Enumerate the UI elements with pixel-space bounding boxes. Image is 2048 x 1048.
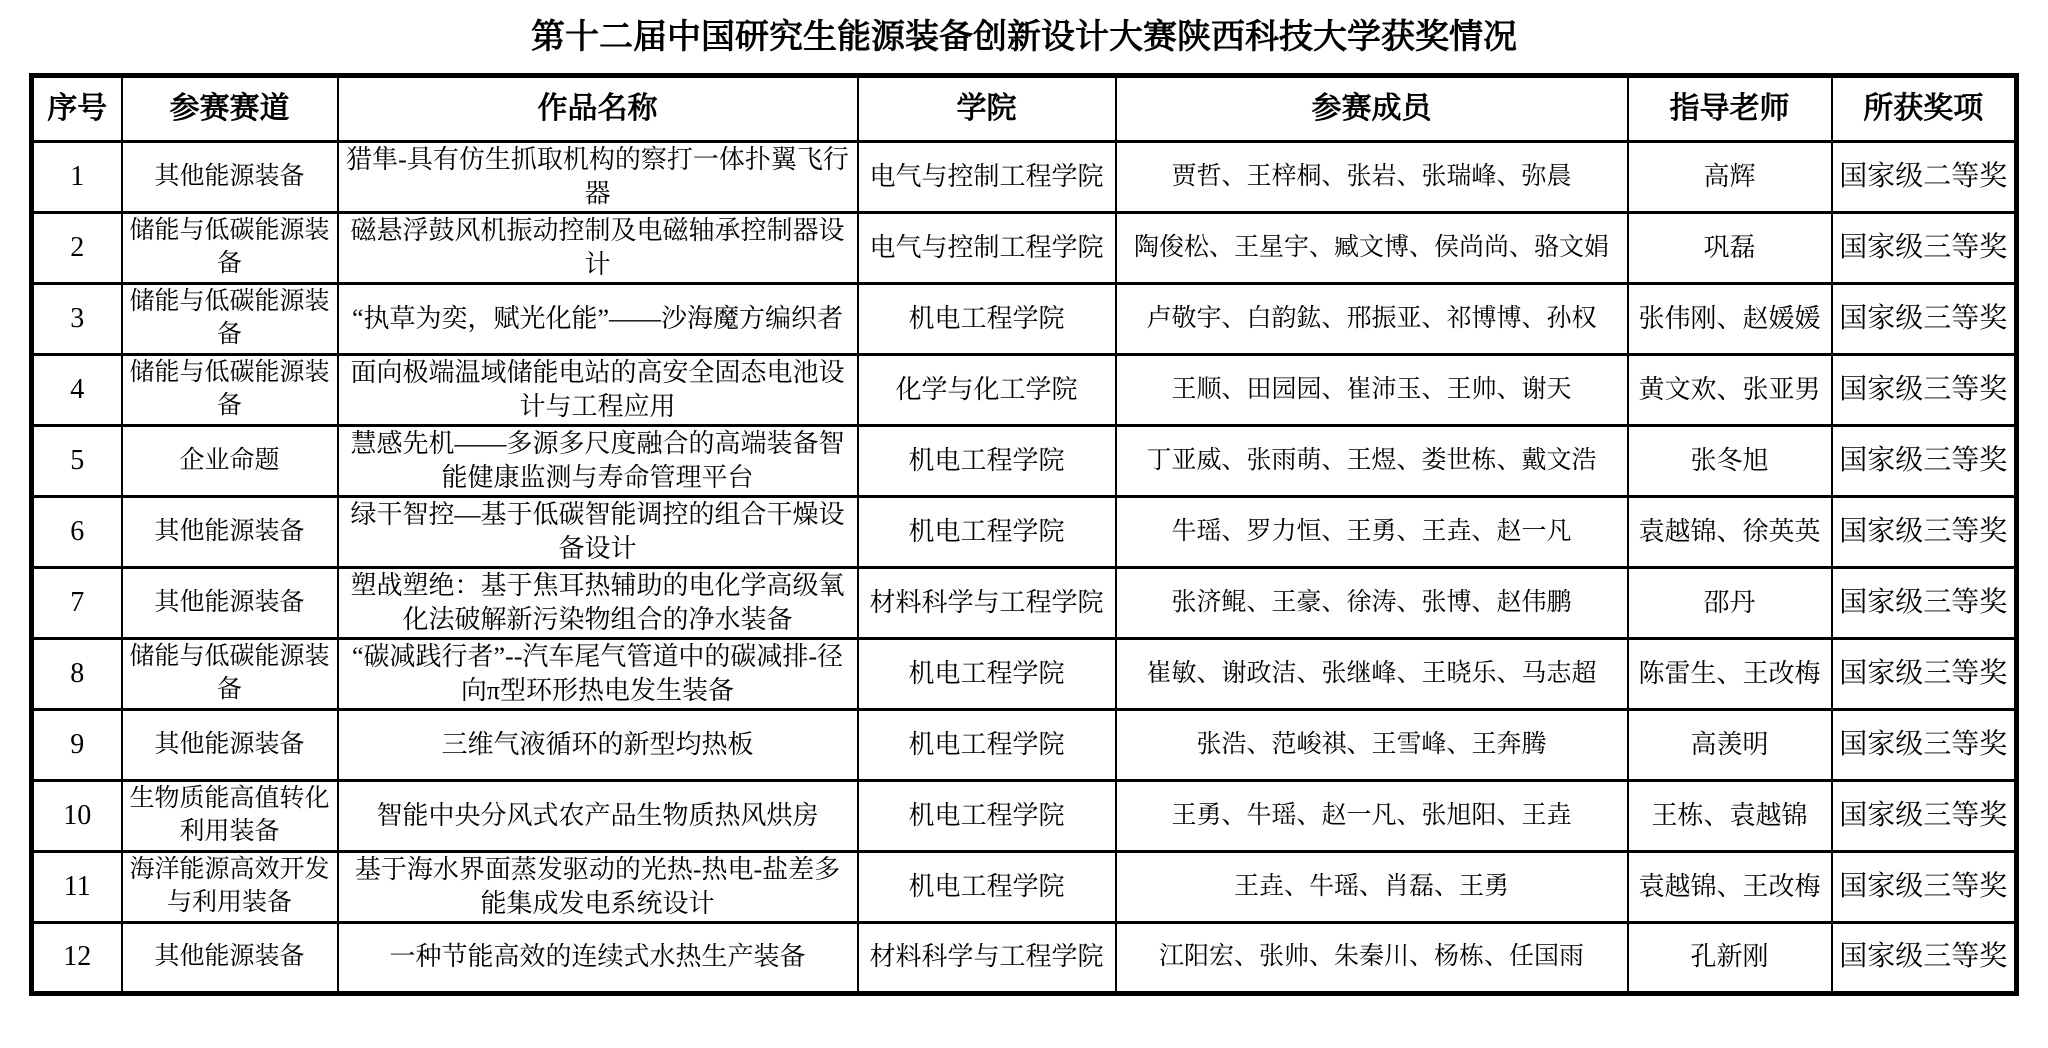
table-row <box>32 354 2017 425</box>
cell-work-title: 塑战塑绝：基于焦耳热辅助的电化学高级氧化法破解新污染物组合的净水装备 <box>338 567 858 638</box>
cell-advisors: 高羡明 <box>1628 709 1832 780</box>
table-row <box>32 567 2017 638</box>
cell-serial-number: 12 <box>32 922 122 993</box>
cell-award: 国家级三等奖 <box>1832 851 2017 922</box>
table-row <box>32 496 2017 567</box>
cell-track: 储能与低碳能源装备 <box>122 354 338 425</box>
cell-track: 其他能源装备 <box>122 496 338 567</box>
cell-members: 贾哲、王梓桐、张岩、张瑞峰、弥晨 <box>1116 141 1628 212</box>
cell-members: 张浩、范峻祺、王雪峰、王奔腾 <box>1116 709 1628 780</box>
table-row <box>32 922 2017 993</box>
cell-serial-number: 3 <box>32 283 122 354</box>
cell-college: 电气与控制工程学院 <box>858 141 1116 212</box>
cell-advisors: 袁越锦、徐英英 <box>1628 496 1832 567</box>
cell-serial-number: 6 <box>32 496 122 567</box>
cell-college: 机电工程学院 <box>858 496 1116 567</box>
cell-serial-number: 5 <box>32 425 122 496</box>
table-row <box>32 851 2017 922</box>
cell-track: 储能与低碳能源装备 <box>122 638 338 709</box>
cell-award: 国家级三等奖 <box>1832 567 2017 638</box>
cell-award: 国家级三等奖 <box>1832 354 2017 425</box>
cell-award: 国家级三等奖 <box>1832 425 2017 496</box>
cell-college: 机电工程学院 <box>858 283 1116 354</box>
cell-members: 牛瑶、罗力恒、王勇、王垚、赵一凡 <box>1116 496 1628 567</box>
awards-table <box>29 73 2019 996</box>
cell-track: 其他能源装备 <box>122 141 338 212</box>
cell-award: 国家级三等奖 <box>1832 283 2017 354</box>
cell-college: 材料科学与工程学院 <box>858 922 1116 993</box>
cell-serial-number: 2 <box>32 212 122 283</box>
cell-members: 丁亚威、张雨萌、王煜、娄世栋、戴文浩 <box>1116 425 1628 496</box>
cell-college: 化学与化工学院 <box>858 354 1116 425</box>
cell-advisors: 张冬旭 <box>1628 425 1832 496</box>
cell-work-title: 慧感先机——多源多尺度融合的高端装备智能健康监测与寿命管理平台 <box>338 425 858 496</box>
cell-work-title: 三维气液循环的新型均热板 <box>338 709 858 780</box>
cell-members: 张济鲲、王豪、徐涛、张博、赵伟鹏 <box>1116 567 1628 638</box>
table-row <box>32 425 2017 496</box>
cell-work-title: 磁悬浮鼓风机振动控制及电磁轴承控制器设计 <box>338 212 858 283</box>
page-title: 第十二届中国研究生能源装备创新设计大赛陕西科技大学获奖情况 <box>531 19 1517 56</box>
cell-college: 机电工程学院 <box>858 425 1116 496</box>
cell-college: 电气与控制工程学院 <box>858 212 1116 283</box>
table-row <box>32 709 2017 780</box>
cell-advisors: 孔新刚 <box>1628 922 1832 993</box>
column-header-work-title: 作品名称 <box>338 75 858 141</box>
column-header-college: 学院 <box>858 75 1116 141</box>
cell-advisors: 巩磊 <box>1628 212 1832 283</box>
cell-advisors: 黄文欢、张亚男 <box>1628 354 1832 425</box>
table-row <box>32 212 2017 283</box>
cell-serial-number: 1 <box>32 141 122 212</box>
cell-award: 国家级二等奖 <box>1832 141 2017 212</box>
cell-track: 生物质能高值转化利用装备 <box>122 780 338 851</box>
cell-work-title: 猎隼-具有仿生抓取机构的察打一体扑翼飞行器 <box>338 141 858 212</box>
cell-college: 材料科学与工程学院 <box>858 567 1116 638</box>
cell-members: 王勇、牛瑶、赵一凡、张旭阳、王垚 <box>1116 780 1628 851</box>
cell-track: 其他能源装备 <box>122 922 338 993</box>
cell-work-title: “执草为奕，赋光化能”——沙海魔方编织者 <box>338 283 858 354</box>
cell-serial-number: 9 <box>32 709 122 780</box>
column-header-serial-number: 序号 <box>32 75 122 141</box>
table-row <box>32 780 2017 851</box>
cell-college: 机电工程学院 <box>858 851 1116 922</box>
cell-advisors: 邵丹 <box>1628 567 1832 638</box>
cell-serial-number: 8 <box>32 638 122 709</box>
column-header-members: 参赛成员 <box>1116 75 1628 141</box>
cell-work-title: 一种节能高效的连续式水热生产装备 <box>338 922 858 993</box>
table-row <box>32 141 2017 212</box>
cell-members: 王顺、田园园、崔沛玉、王帅、谢天 <box>1116 354 1628 425</box>
cell-award: 国家级三等奖 <box>1832 709 2017 780</box>
cell-college: 机电工程学院 <box>858 780 1116 851</box>
cell-work-title: 绿干智控—基于低碳智能调控的组合干燥设备设计 <box>338 496 858 567</box>
cell-members: 崔敏、谢政洁、张继峰、王晓乐、马志超 <box>1116 638 1628 709</box>
cell-advisors: 张伟刚、赵媛媛 <box>1628 283 1832 354</box>
cell-members: 王垚、牛瑶、肖磊、王勇 <box>1116 851 1628 922</box>
header-row <box>32 75 2017 141</box>
column-header-track: 参赛赛道 <box>122 75 338 141</box>
cell-serial-number: 7 <box>32 567 122 638</box>
cell-work-title: “碳减践行者”--汽车尾气管道中的碳减排-径向π型环形热电发生装备 <box>338 638 858 709</box>
cell-college: 机电工程学院 <box>858 709 1116 780</box>
cell-work-title: 面向极端温域储能电站的高安全固态电池设计与工程应用 <box>338 354 858 425</box>
table-row <box>32 638 2017 709</box>
cell-serial-number: 11 <box>32 851 122 922</box>
cell-advisors: 袁越锦、王改梅 <box>1628 851 1832 922</box>
cell-award: 国家级三等奖 <box>1832 780 2017 851</box>
cell-members: 陶俊松、王星宇、臧文博、侯尚尚、骆文娟 <box>1116 212 1628 283</box>
cell-work-title: 基于海水界面蒸发驱动的光热-热电-盐差多能集成发电系统设计 <box>338 851 858 922</box>
cell-work-title: 智能中央分风式农产品生物质热风烘房 <box>338 780 858 851</box>
cell-track: 海洋能源高效开发与利用装备 <box>122 851 338 922</box>
cell-track: 企业命题 <box>122 425 338 496</box>
cell-track: 其他能源装备 <box>122 709 338 780</box>
cell-college: 机电工程学院 <box>858 638 1116 709</box>
cell-award: 国家级三等奖 <box>1832 922 2017 993</box>
cell-track: 储能与低碳能源装备 <box>122 212 338 283</box>
cell-track: 储能与低碳能源装备 <box>122 283 338 354</box>
cell-serial-number: 4 <box>32 354 122 425</box>
cell-award: 国家级三等奖 <box>1832 496 2017 567</box>
cell-award: 国家级三等奖 <box>1832 638 2017 709</box>
cell-serial-number: 10 <box>32 780 122 851</box>
table-row <box>32 283 2017 354</box>
cell-members: 江阳宏、张帅、朱秦川、杨栋、任国雨 <box>1116 922 1628 993</box>
cell-advisors: 王栋、袁越锦 <box>1628 780 1832 851</box>
cell-award: 国家级三等奖 <box>1832 212 2017 283</box>
column-header-award: 所获奖项 <box>1832 75 2017 141</box>
column-header-advisors: 指导老师 <box>1628 75 1832 141</box>
cell-advisors: 陈雷生、王改梅 <box>1628 638 1832 709</box>
cell-track: 其他能源装备 <box>122 567 338 638</box>
cell-members: 卢敬宇、白韵鈜、邢振亚、祁博博、孙权 <box>1116 283 1628 354</box>
cell-advisors: 高辉 <box>1628 141 1832 212</box>
